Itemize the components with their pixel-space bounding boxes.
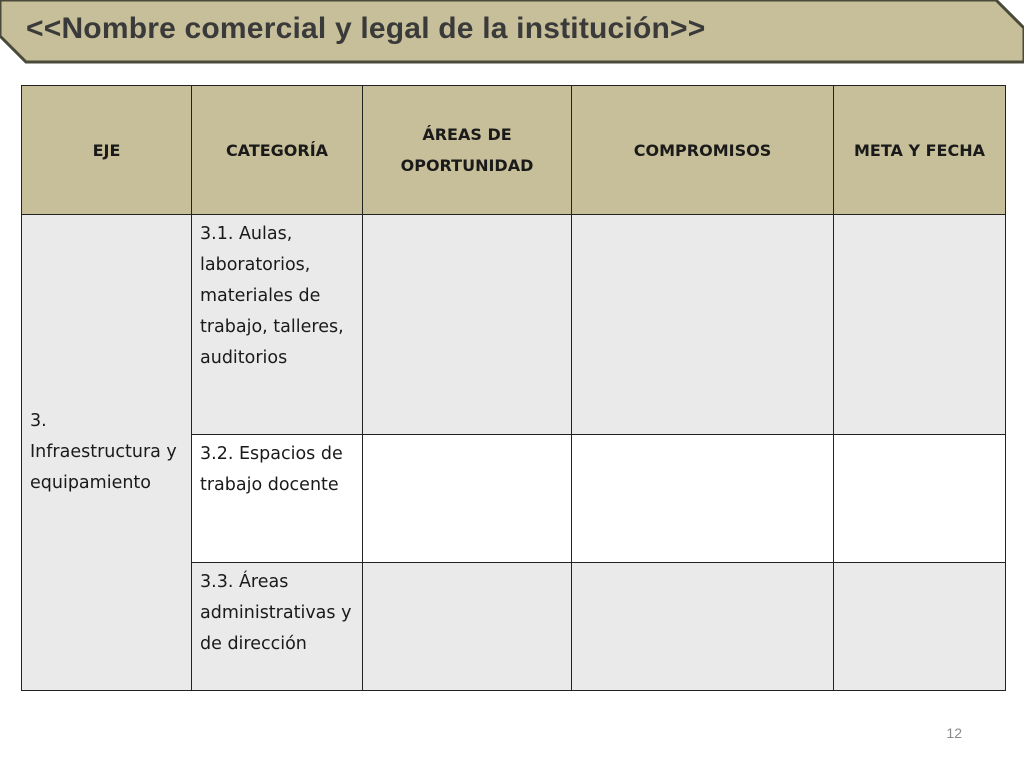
compromisos-cell[interactable]	[572, 435, 834, 563]
table-header-row	[22, 86, 1006, 215]
slide-title: <<Nombre comercial y legal de la institución>>	[26, 12, 706, 45]
areas-cell[interactable]	[363, 435, 572, 563]
page-number: 12	[946, 725, 962, 741]
header-meta-fecha: META Y FECHA	[834, 86, 1006, 215]
header-eje: EJE	[22, 86, 192, 215]
compromisos-cell[interactable]	[572, 215, 834, 435]
title-banner	[0, 0, 1024, 66]
eje-cell: 3. Infraestructura y equipamiento	[22, 215, 192, 691]
categoria-cell: 3.2. Espacios de trabajo docente	[192, 435, 363, 563]
meta-cell[interactable]	[834, 215, 1006, 435]
meta-cell[interactable]	[834, 435, 1006, 563]
header-categoria: CATEGORÍA	[192, 86, 363, 215]
table-row	[22, 215, 1006, 435]
categoria-cell: 3.3. Áreas administrativas y de dirección	[192, 563, 363, 691]
meta-cell[interactable]	[834, 563, 1006, 691]
compromisos-cell[interactable]	[572, 563, 834, 691]
header-areas-oportunidad: ÁREAS DE OPORTUNIDAD	[363, 86, 572, 215]
commitments-table	[21, 85, 1006, 691]
categoria-cell: 3.1. Aulas, laboratorios, materiales de trabajo, talleres, auditorios	[192, 215, 363, 435]
header-compromisos: COMPROMISOS	[572, 86, 834, 215]
areas-cell[interactable]	[363, 563, 572, 691]
areas-cell[interactable]	[363, 215, 572, 435]
